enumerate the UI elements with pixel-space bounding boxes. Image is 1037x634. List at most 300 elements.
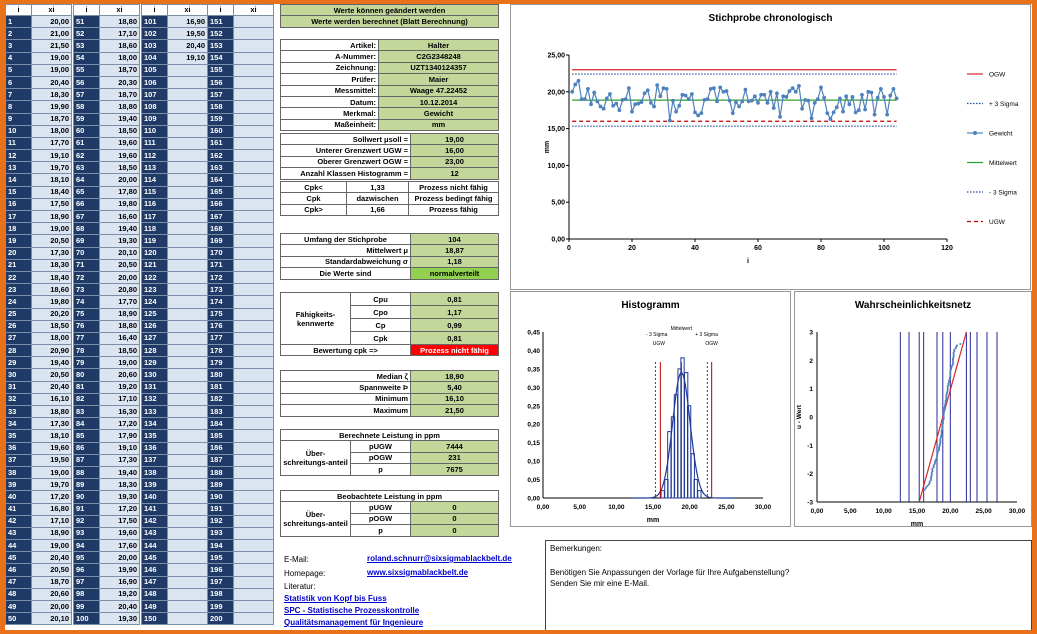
value-cell[interactable]	[234, 259, 274, 271]
data-point	[873, 113, 877, 117]
value-cell[interactable]	[168, 137, 208, 149]
value-cell[interactable]: 19,30	[100, 491, 140, 503]
field-value[interactable]: Halter	[379, 40, 499, 51]
value-cell[interactable]	[234, 101, 274, 113]
y-tick-label: 25,00	[547, 52, 565, 60]
value-cell[interactable]: 20,50	[100, 259, 140, 271]
value-cell[interactable]: 18,10	[32, 174, 72, 186]
value-cell[interactable]	[234, 198, 274, 210]
value-cell[interactable]: 16,80	[32, 503, 72, 515]
value-cell[interactable]: 20,20	[32, 308, 72, 320]
value-cell[interactable]: 16,40	[100, 332, 140, 344]
table-row	[281, 441, 499, 452]
value-cell[interactable]: 18,70	[32, 576, 72, 588]
value-cell[interactable]: 19,40	[100, 113, 140, 125]
value-cell[interactable]: 18,00	[32, 332, 72, 344]
field-value[interactable]: 12	[411, 168, 499, 179]
value-cell[interactable]	[168, 393, 208, 405]
value-cell[interactable]: 20,60	[100, 369, 140, 381]
ppm-value: 0	[411, 525, 499, 536]
field-value[interactable]: 1,33	[347, 182, 409, 193]
value-cell[interactable]: 18,90	[32, 527, 72, 539]
value-cell[interactable]: 17,50	[32, 198, 72, 210]
value-cell[interactable]: 18,80	[100, 101, 140, 113]
value-cell[interactable]	[234, 137, 274, 149]
y-tick-label: 0,00	[527, 495, 540, 503]
value-cell[interactable]	[234, 381, 274, 393]
value-cell[interactable]: 17,20	[100, 418, 140, 430]
value-cell[interactable]	[168, 308, 208, 320]
value-cell[interactable]: 20,10	[100, 247, 140, 259]
value-cell[interactable]: 20,50	[32, 235, 72, 247]
value-cell[interactable]: 20,00	[100, 271, 140, 283]
value-cell[interactable]: 19,30	[100, 235, 140, 247]
value-cell[interactable]: 18,50	[100, 345, 140, 357]
field-value[interactable]: 5,40	[411, 382, 499, 393]
value-cell[interactable]	[168, 491, 208, 503]
value-cell[interactable]: 17,30	[32, 247, 72, 259]
value-cell[interactable]	[234, 503, 274, 515]
value-cell[interactable]: 20,00	[100, 552, 140, 564]
value-cell[interactable]: 19,60	[32, 442, 72, 454]
value-cell[interactable]	[168, 150, 208, 162]
value-cell[interactable]	[234, 40, 274, 52]
value-cell[interactable]: 17,60	[100, 540, 140, 552]
y-tick-label: -1	[807, 442, 813, 450]
value-cell[interactable]	[234, 125, 274, 137]
field-label: Oberer Grenzwert OGW =	[281, 156, 411, 167]
value-cell[interactable]	[168, 418, 208, 430]
row-index: 21	[6, 259, 32, 271]
value-cell[interactable]: 18,30	[100, 479, 140, 491]
table-row	[208, 271, 274, 283]
field-value[interactable]: Prozess fähig	[409, 204, 499, 215]
value-cell[interactable]: 17,10	[100, 393, 140, 405]
value-cell[interactable]	[168, 284, 208, 296]
table-row	[6, 320, 72, 332]
field-value[interactable]: dazwischen	[347, 193, 409, 204]
value-cell[interactable]	[168, 479, 208, 491]
value-cell[interactable]: 17,70	[100, 296, 140, 308]
value-cell[interactable]	[234, 64, 274, 76]
value-cell[interactable]: 18,50	[100, 125, 140, 137]
value-cell[interactable]	[168, 296, 208, 308]
x-tick-label: 0	[567, 245, 571, 252]
value-cell[interactable]	[168, 381, 208, 393]
value-cell[interactable]: 18,90	[32, 211, 72, 223]
table-row	[6, 393, 72, 405]
row-index: 39	[6, 479, 32, 491]
value-cell[interactable]	[168, 76, 208, 88]
value-cell[interactable]	[168, 345, 208, 357]
value-cell[interactable]: 20,40	[32, 381, 72, 393]
value-cell[interactable]: 19,40	[100, 466, 140, 478]
value-cell[interactable]: 18,90	[100, 308, 140, 320]
lit-link-3[interactable]: Qualitätsmanagement für Ingenieure	[284, 618, 424, 627]
value-cell[interactable]	[234, 174, 274, 186]
value-cell[interactable]	[168, 113, 208, 125]
field-value[interactable]: Prozess bedingt fähig	[409, 193, 499, 204]
value-cell[interactable]: 19,10	[168, 52, 208, 64]
value-cell[interactable]: 20,00	[32, 601, 72, 613]
value-cell[interactable]: 20,80	[100, 284, 140, 296]
row-index: 41	[6, 503, 32, 515]
value-cell[interactable]: 19,10	[100, 442, 140, 454]
value-cell[interactable]: 18,60	[100, 40, 140, 52]
field-value[interactable]: Maier	[379, 74, 499, 85]
value-cell[interactable]: 18,00	[32, 125, 72, 137]
value-cell[interactable]: 17,20	[32, 491, 72, 503]
value-cell[interactable]: 19,70	[32, 162, 72, 174]
row-index: 142	[142, 515, 168, 527]
value-cell[interactable]	[234, 247, 274, 259]
value-cell[interactable]: 19,30	[100, 613, 140, 625]
field-value[interactable]: C2G2348248	[379, 51, 499, 62]
value-cell[interactable]	[168, 613, 208, 625]
value-cell[interactable]: 19,00	[32, 223, 72, 235]
data-point	[640, 100, 644, 104]
value-cell[interactable]	[168, 174, 208, 186]
value-cell[interactable]: 20,40	[168, 40, 208, 52]
value-cell[interactable]: 18,50	[32, 320, 72, 332]
table-row	[208, 125, 274, 137]
value-cell[interactable]: 21,00	[32, 28, 72, 40]
value-cell[interactable]: 18,30	[32, 89, 72, 101]
value-cell[interactable]: 19,50	[32, 454, 72, 466]
value-cell[interactable]: 16,90	[168, 16, 208, 28]
data-point	[740, 99, 744, 103]
value-cell[interactable]	[168, 247, 208, 259]
x-tick-label: 20,00	[942, 508, 959, 515]
value-cell[interactable]	[168, 540, 208, 552]
email-link[interactable]: roland.schnurr@sixsigmablackbelt.de	[367, 554, 512, 563]
value-cell[interactable]: 19,00	[100, 357, 140, 369]
value-cell[interactable]	[168, 527, 208, 539]
field-label: Artikel:	[281, 40, 379, 51]
table-row	[281, 119, 499, 130]
value-cell[interactable]	[168, 223, 208, 235]
table-row	[74, 540, 140, 552]
field-value[interactable]: Gewicht	[379, 108, 499, 119]
value-cell[interactable]	[168, 332, 208, 344]
value-cell[interactable]	[234, 613, 274, 625]
value-cell[interactable]: 18,50	[100, 162, 140, 174]
value-cell[interactable]	[168, 186, 208, 198]
value-cell[interactable]	[234, 552, 274, 564]
value-cell[interactable]	[168, 588, 208, 600]
table-row	[6, 369, 72, 381]
value-cell[interactable]: 19,00	[32, 64, 72, 76]
value-cell[interactable]: 19,90	[32, 101, 72, 113]
value-cell[interactable]: 18,70	[100, 89, 140, 101]
value-cell[interactable]	[168, 101, 208, 113]
value-cell[interactable]: 16,30	[100, 406, 140, 418]
value-cell[interactable]: 20,00	[32, 16, 72, 28]
value-cell[interactable]: 18,40	[32, 271, 72, 283]
field-value[interactable]: 19,00	[411, 134, 499, 145]
value-cell[interactable]	[234, 491, 274, 503]
row-index: 33	[6, 406, 32, 418]
table-row	[281, 62, 499, 73]
value-cell[interactable]: 20,90	[32, 345, 72, 357]
value-cell[interactable]: 18,80	[32, 406, 72, 418]
value-cell[interactable]: 19,40	[100, 223, 140, 235]
value-cell[interactable]	[168, 454, 208, 466]
field-value[interactable]: 16,10	[411, 393, 499, 404]
table-row	[6, 198, 72, 210]
field-value[interactable]: 1,66	[347, 204, 409, 215]
homepage-link[interactable]: www.sixsigmablackbelt.de	[367, 568, 469, 577]
value-cell[interactable]	[234, 393, 274, 405]
value-cell[interactable]	[234, 162, 274, 174]
value-cell[interactable]	[234, 52, 274, 64]
value-cell[interactable]: 20,60	[32, 588, 72, 600]
field-value[interactable]: 23,00	[411, 156, 499, 167]
value-cell[interactable]	[234, 369, 274, 381]
table-row	[142, 442, 208, 454]
value-cell[interactable]: 17,30	[100, 454, 140, 466]
value-cell[interactable]	[168, 211, 208, 223]
data-point	[586, 87, 590, 91]
value-cell[interactable]: 17,90	[100, 430, 140, 442]
table-row	[208, 357, 274, 369]
value-cell[interactable]	[168, 503, 208, 515]
value-cell[interactable]	[234, 466, 274, 478]
value-cell[interactable]	[168, 89, 208, 101]
data-point	[772, 106, 776, 110]
value-cell[interactable]: 18,70	[32, 113, 72, 125]
data-point	[959, 343, 961, 345]
value-cell[interactable]	[168, 235, 208, 247]
value-cell[interactable]: 20,40	[100, 601, 140, 613]
value-cell[interactable]: 19,10	[32, 150, 72, 162]
value-cell[interactable]: 18,10	[32, 430, 72, 442]
row-index: 37	[6, 454, 32, 466]
table-row	[74, 150, 140, 162]
value-cell[interactable]: 18,60	[32, 284, 72, 296]
remarks-box[interactable]	[545, 540, 1032, 630]
row-index: 89	[74, 479, 100, 491]
table-row	[208, 430, 274, 442]
row-index: 139	[142, 479, 168, 491]
table-row	[208, 162, 274, 174]
value-cell[interactable]	[168, 64, 208, 76]
row-index: 150	[142, 613, 168, 625]
table-row	[208, 259, 274, 271]
value-cell[interactable]	[234, 235, 274, 247]
value-cell[interactable]	[234, 89, 274, 101]
value-cell[interactable]	[234, 540, 274, 552]
table-row	[281, 168, 499, 179]
value-cell[interactable]: 20,50	[32, 564, 72, 576]
field-label: Unterer Grenzwert UGW =	[281, 145, 411, 156]
value-cell[interactable]	[234, 28, 274, 40]
value-cell[interactable]	[168, 552, 208, 564]
value-cell[interactable]: 16,60	[100, 211, 140, 223]
value-cell[interactable]	[234, 406, 274, 418]
value-cell[interactable]	[168, 466, 208, 478]
lit-link-2[interactable]: SPC - Statistische Prozesskontrolle	[284, 606, 420, 615]
col-header-xi: xi	[100, 5, 140, 16]
value-cell[interactable]	[234, 442, 274, 454]
row-index: 46	[6, 564, 32, 576]
value-cell[interactable]	[234, 186, 274, 198]
value-cell[interactable]: 21,50	[32, 40, 72, 52]
data-point	[800, 107, 804, 111]
value-cell[interactable]: 18,80	[100, 16, 140, 28]
data-point	[703, 98, 707, 102]
value-cell[interactable]	[234, 345, 274, 357]
value-cell[interactable]: 20,30	[100, 76, 140, 88]
value-cell[interactable]: 19,20	[100, 381, 140, 393]
value-cell[interactable]	[168, 576, 208, 588]
value-cell[interactable]: 19,70	[32, 479, 72, 491]
x-tick-label: 5,00	[573, 504, 586, 511]
value-cell[interactable]	[234, 454, 274, 466]
value-cell[interactable]	[234, 332, 274, 344]
table-row	[142, 125, 208, 137]
field-value[interactable]: UZT1340124357	[379, 62, 499, 73]
chart-histogram	[510, 291, 791, 527]
ppm-value: 7675	[411, 464, 499, 475]
value-cell[interactable]: 19,00	[32, 540, 72, 552]
lit-link-1[interactable]: Statistik von Kopf bis Fuss	[284, 594, 387, 603]
value-cell[interactable]: 18,70	[100, 64, 140, 76]
table-row	[208, 393, 274, 405]
value-cell[interactable]	[168, 369, 208, 381]
row-index: 34	[6, 418, 32, 430]
value-cell[interactable]	[234, 150, 274, 162]
value-cell[interactable]	[234, 601, 274, 613]
value-cell[interactable]: 20,40	[32, 76, 72, 88]
value-cell[interactable]: 18,30	[32, 259, 72, 271]
value-cell[interactable]: 20,00	[100, 174, 140, 186]
value-cell[interactable]: 19,40	[32, 357, 72, 369]
value-cell[interactable]	[234, 588, 274, 600]
stats-table	[280, 370, 499, 417]
value-cell[interactable]	[234, 223, 274, 235]
value-cell[interactable]: 18,40	[32, 186, 72, 198]
value-cell[interactable]: 20,10	[32, 613, 72, 625]
field-value[interactable]: Prozess nicht fähig	[409, 182, 499, 193]
value-cell[interactable]	[168, 198, 208, 210]
eval-value: Prozess nicht fähig	[411, 345, 499, 356]
value-cell[interactable]	[234, 564, 274, 576]
value-cell[interactable]	[168, 357, 208, 369]
table-row	[6, 28, 72, 40]
value-cell[interactable]: 17,20	[100, 503, 140, 515]
value-cell[interactable]: 16,90	[100, 576, 140, 588]
value-cell[interactable]	[234, 271, 274, 283]
value-cell[interactable]: 17,10	[100, 28, 140, 40]
field-label: Cpk<	[281, 182, 347, 193]
value-cell[interactable]	[168, 125, 208, 137]
value-cell[interactable]	[234, 527, 274, 539]
value-cell[interactable]	[234, 418, 274, 430]
value-cell[interactable]: 17,10	[32, 515, 72, 527]
field-value[interactable]: 16,00	[411, 145, 499, 156]
value-cell[interactable]: 16,10	[32, 393, 72, 405]
value-cell[interactable]	[234, 308, 274, 320]
legend-marker	[973, 131, 977, 135]
value-cell[interactable]: 19,60	[100, 150, 140, 162]
value-cell[interactable]: 17,30	[32, 418, 72, 430]
value-cell[interactable]	[168, 259, 208, 271]
value-cell[interactable]	[168, 564, 208, 576]
value-cell[interactable]: 18,00	[100, 52, 140, 64]
value-cell[interactable]	[168, 320, 208, 332]
value-cell[interactable]	[168, 442, 208, 454]
table-row	[142, 381, 208, 393]
table-row	[6, 52, 72, 64]
row-index: 28	[6, 345, 32, 357]
field-value[interactable]: mm	[379, 119, 499, 130]
field-value[interactable]: 10.12.2014	[379, 96, 499, 107]
value-cell[interactable]	[234, 16, 274, 28]
value-cell[interactable]: 19,60	[100, 137, 140, 149]
value-cell[interactable]: 19,60	[100, 527, 140, 539]
value-cell[interactable]: 20,40	[32, 552, 72, 564]
value-cell[interactable]: 19,50	[168, 28, 208, 40]
value-cell[interactable]	[234, 430, 274, 442]
value-cell[interactable]	[168, 601, 208, 613]
value-cell[interactable]	[234, 576, 274, 588]
field-value[interactable]: Waage 47.22452	[379, 85, 499, 96]
data-point	[630, 110, 634, 114]
value-cell[interactable]	[168, 430, 208, 442]
value-cell[interactable]	[234, 320, 274, 332]
value-cell[interactable]	[234, 515, 274, 527]
value-cell[interactable]	[168, 162, 208, 174]
value-cell[interactable]: 19,90	[100, 564, 140, 576]
table-row	[142, 76, 208, 88]
value-cell[interactable]	[234, 211, 274, 223]
value-cell[interactable]	[168, 271, 208, 283]
value-cell[interactable]	[168, 406, 208, 418]
table-row	[142, 101, 208, 113]
value-cell[interactable]	[234, 284, 274, 296]
ppm-label: Über- schreitungs-anteil	[281, 441, 351, 475]
value-cell[interactable]	[234, 113, 274, 125]
value-cell[interactable]: 19,00	[32, 52, 72, 64]
data-point	[627, 86, 631, 90]
field-value[interactable]: 18,90	[411, 371, 499, 382]
field-value[interactable]: 21,50	[411, 405, 499, 416]
row-index: 66	[74, 198, 100, 210]
value-cell[interactable]	[168, 515, 208, 527]
value-cell[interactable]: 18,80	[100, 320, 140, 332]
value-cell[interactable]: 20,50	[32, 369, 72, 381]
table-row	[208, 284, 274, 296]
value-cell[interactable]: 17,70	[32, 137, 72, 149]
value-cell[interactable]	[234, 76, 274, 88]
x-tick-label: 40	[691, 245, 699, 252]
value-cell[interactable]: 19,80	[100, 198, 140, 210]
value-cell[interactable]: 17,50	[100, 515, 140, 527]
value-cell[interactable]	[234, 357, 274, 369]
value-cell[interactable]	[234, 296, 274, 308]
data-point	[725, 89, 729, 93]
row-index: 109	[142, 113, 168, 125]
table-row	[6, 308, 72, 320]
table-row	[6, 296, 72, 308]
value-cell[interactable]: 19,80	[32, 296, 72, 308]
value-cell[interactable]: 17,80	[100, 186, 140, 198]
table-row	[6, 442, 72, 454]
value-cell[interactable]: 19,20	[100, 588, 140, 600]
value-cell[interactable]: 19,00	[32, 466, 72, 478]
value-cell[interactable]	[234, 479, 274, 491]
